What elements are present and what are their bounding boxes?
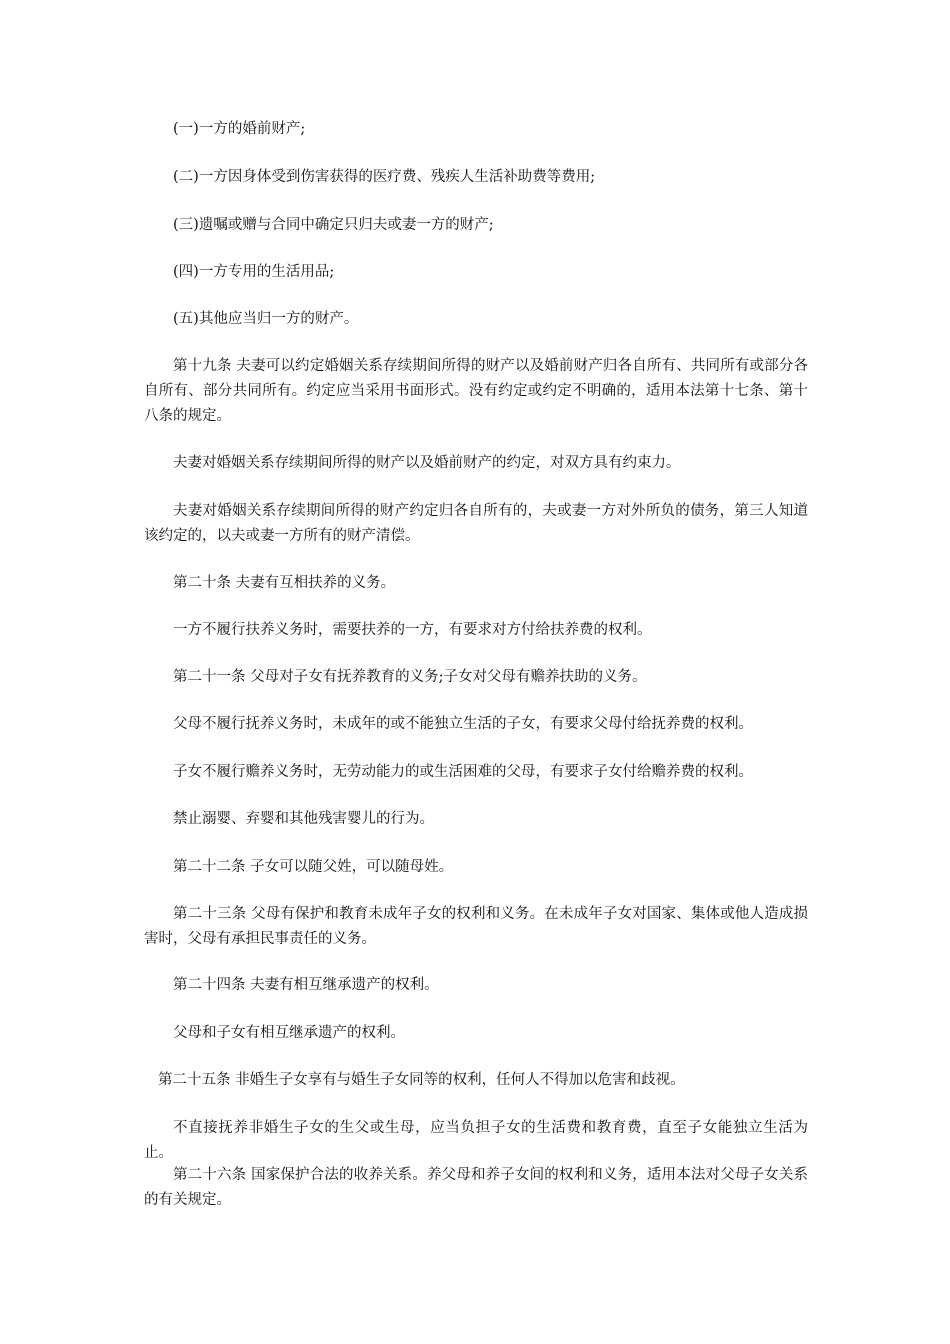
- paragraph-item-4: (四)一方专用的生活用品;: [173, 264, 335, 280]
- paragraph-item-1: (一)一方的婚前财产;: [173, 121, 306, 137]
- paragraph-item-3: (三)遗嘱或赠与合同中确定只归夫或妻一方的财产;: [173, 217, 494, 233]
- article-21: 第二十一条 父母对子女有抚养教育的义务;子女对父母有赡养扶助的义务。: [173, 669, 647, 685]
- article-19-para-2: 夫妻对婚姻关系存续期间所得的财产以及婚前财产的约定，对双方具有约束力。: [173, 455, 681, 471]
- article-25-para-2: 不直接抚养非婚生子女的生父或生母，应当负担子女的生活费和教育费，直至子女能独立生活为止。: [144, 1120, 808, 1161]
- article-25: 第二十五条 非婚生子女享有与婚生子女同等的权利，任何人不得加以危害和歧视。: [158, 1072, 685, 1088]
- article-20-para-2: 一方不履行扶养义务时，需要扶养的一方，有要求对方付给扶养费的权利。: [173, 622, 652, 638]
- article-21-para-2: 父母不履行抚养义务时，未成年的或不能独立生活的子女，有要求父母付给抚养费的权利。: [173, 716, 753, 732]
- article-23: 第二十三条 父母有保护和教育未成年子女的权利和义务。在未成年子女对国家、集体或他人造成损害时，父母有承担民事责任的义务。: [144, 906, 808, 947]
- article-19-para-3: 夫妻对婚姻关系存续期间所得的财产约定归各自所有的，夫或妻一方对外所负的债务，第三人知道该约定的，以夫或妻一方所有的财产清偿。: [144, 503, 808, 544]
- article-24: 第二十四条 夫妻有相互继承遗产的权利。: [173, 977, 439, 993]
- article-21-para-3: 子女不履行赡养义务时，无劳动能力的或生活困难的父母，有要求子女付给赡养费的权利。: [173, 764, 753, 780]
- article-26: 第二十六条 国家保护合法的收养关系。养父母和养子女间的权利和义务，适用本法对父母子女关系的有关规定。: [144, 1167, 808, 1208]
- article-19: 第十九条 夫妻可以约定婚姻关系存续期间所得的财产以及婚前财产归各自所有、共同所有或部分各自所有、部分共同所有。约定应当采用书面形式。没有约定或约定不明确的，适用本法第十七条、第十八条的规定。: [144, 358, 808, 424]
- paragraph-item-5: (五)其他应当归一方的财产。: [173, 311, 359, 327]
- paragraph-item-2: (二)一方因身体受到伤害获得的医疗费、残疾人生活补助费等费用;: [173, 169, 596, 185]
- article-22: 第二十二条 子女可以随父姓，可以随母姓。: [173, 859, 454, 875]
- article-24-para-2: 父母和子女有相互继承遗产的权利。: [173, 1025, 405, 1041]
- article-21-para-4: 禁止溺婴、弃婴和其他残害婴儿的行为。: [173, 811, 434, 827]
- article-20: 第二十条 夫妻有互相扶养的义务。: [173, 575, 396, 591]
